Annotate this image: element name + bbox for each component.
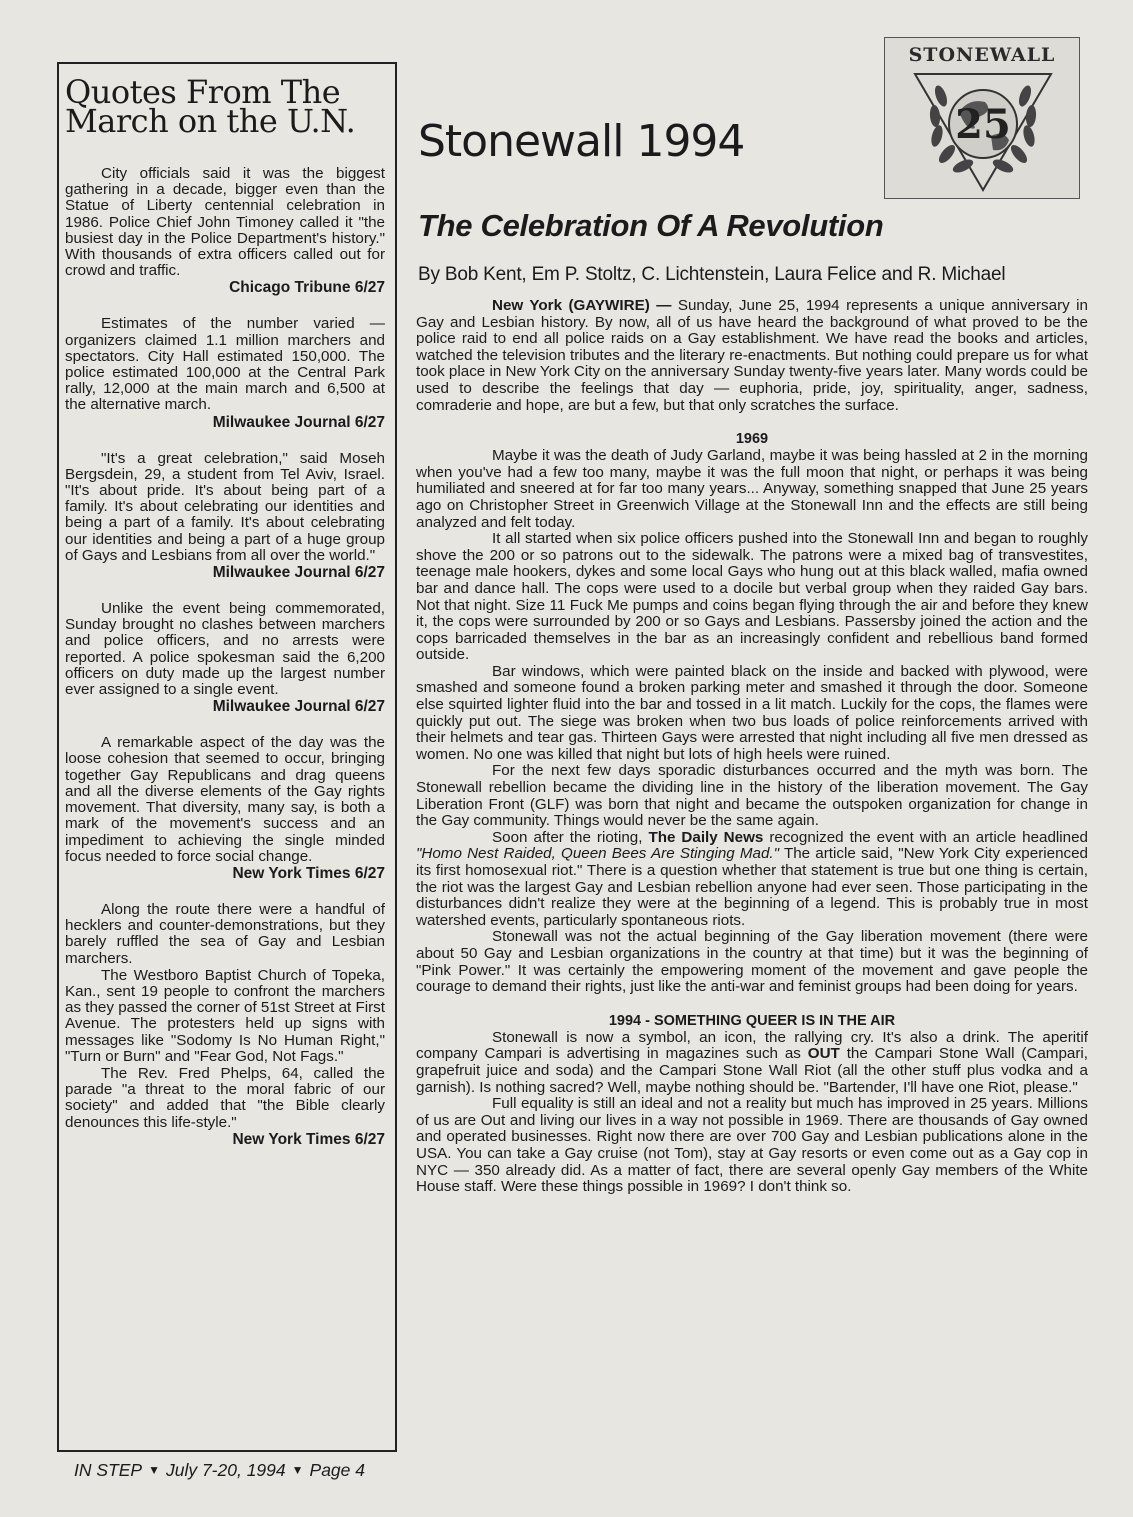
magazine-name: OUT bbox=[807, 1045, 840, 1063]
quote-1 bbox=[65, 166, 385, 296]
quote-4 bbox=[65, 601, 385, 715]
article-paragraph: Maybe it was the death of Judy Garland, maybe it was being hassled at 2 in the morning when you've had a few too many, maybe it was the full moon that night, or perhaps it was being humiliated and sneered at for far too many years... Anyway, something snapped that June 25 years ago on Christopher Street in Greenwich Village at the Stonewall Inn and the effects are still being analyzed and felt today. bbox=[416, 447, 1088, 531]
quote-text: "It's a great celebration," said Moseh Bergsdein, 29, a student from Tel Aviv, Israel. "It's about pride. It's about being part of a family. It's about celebrating our identities and being a part of a family. It's about celebrating our identities and being a part of a huge group of Gays and Lesbians from all over the world." bbox=[65, 449, 385, 564]
sidebar-title: Quotes From The March on the U.N. bbox=[65, 73, 356, 140]
publication-name: IN STEP bbox=[74, 1460, 143, 1480]
quote-text: Along the route there were a handful of hecklers and counter-demonstrations, but they barely ruffled the sea of Gay and Lesbian marchers. bbox=[65, 900, 385, 967]
triangle-separator-icon: ▼ bbox=[148, 1463, 160, 1477]
laurel-wreath-icon bbox=[895, 66, 1071, 194]
quote-source: New York Times 6/27 bbox=[232, 864, 385, 882]
article-paragraph: Bar windows, which were painted black on the inside and backed with plywood, were smashed and someone found a broken parking meter and smashed it through the door. Someone else squirted lighter fluid into the bar and tossed in a lit match. Luckily for the cops, the flames were quickly put out. The siege was broken when two bus loads of police reinforcements arrived with their helmets and tear gas. Thirteen Gays were arrested that night including all five men dressed as women. No one was killed that night but lots of high heels were ruined. bbox=[416, 662, 1088, 763]
article-paragraph: Full equality is still an ideal and not a reality but much has improved in 25 years. Millions of us are Out and living our lives in a way not possible in 1969. There are thousands of Gay owned and operated businesses. Right now there are over 700 Gay and Lesbian publications alone in the USA. You can take a Gay cruise (not Tom), stay at Gay resorts or even come out as a Gay cop in NYC — 350 already did. As a matter of fact, there are several openly Gay members of the White House staff. Were these things possible in 1969? I don't think so. bbox=[416, 1095, 1088, 1196]
article-paragraph: Stonewall was not the actual beginning of the Gay liberation movement (there were about 50 Gay and Lesbian organizations in the country at that time) but it was the beginning of "Pink Power." It was certainly the empowering moment of the movement and gave people the courage to demand their rights, just like the anti-war and feminist groups had been doing for years. bbox=[416, 928, 1088, 996]
quoted-headline: "Homo Nest Raided, Queen Bees Are Stinging Mad." bbox=[416, 845, 780, 863]
quote-text: A remarkable aspect of the day was the loose cohesion that seemed to occur, bringing together Gay Republicans and drag queens and all the diverse elements of the Gay rights movement. That diversity, many say, is both a mark of the movement's success and an impediment to achieving the single minded focus needed to force social change. bbox=[65, 734, 385, 865]
quote-text: The Westboro Baptist Church of Topeka, Kan., sent 19 people to confront the marchers as they passed the corner of 51st Street at First Avenue. The protesters held up signs with messages like "Sodomy Is No Human Right," "Turn or Burn" and "Fear God, Not Fags." bbox=[65, 966, 385, 1065]
quote-source: Chicago Tribune 6/27 bbox=[229, 279, 385, 297]
article-paragraph: New York (GAYWIRE) — Sunday, June 25, 1994 represents a unique anniversary in Gay and Lesbian history. By now, all of us have heard the background of what proved to be the police raid to end all police raids on a Gay establishment. We have read the books and articles, watched the television tributes and the literary re-enactments. But nothing could prepare us for what took place in New York City on the anniversary Sunday twenty-five years later. Many words could be used to describe the feelings that day — euphoria, pride, joy, spirituality, anger, sadness, comraderie and hope, are but a few, but that only scratches the surface. bbox=[416, 297, 1088, 414]
page-footer bbox=[74, 1459, 365, 1483]
page-title: Stonewall 1994 bbox=[418, 116, 745, 167]
issue-date: July 7-20, 1994 bbox=[165, 1460, 286, 1480]
article-paragraph: It all started when six police officers pushed into the Stonewall Inn and began to roughly shove the 200 or so patrons out to the sidewalk. The patrons were a mixed bag of transvestites, teenage male hookers, dykes and some local Gays who hung out at this black walled, mafia owned bar and dance hall. The cops were used to a docile but verbal group when they raided Gay bars. Not that night. Size 11 Fuck Me pumps and coins began flying through the air and before they knew it, the cops were surrounded by 200 or so Gays and Lesbians. Passersby joined the action and the cops barricaded themselves in the bar as an increasingly confident and rebellious band formed outside. bbox=[416, 530, 1088, 664]
article-body bbox=[416, 298, 1088, 1196]
article-paragraph: For the next few days sporadic disturbances occurred and the myth was born. The Stonewall rebellion became the dividing line in the history of the liberation movement. The Gay Liberation Front (GLF) was born that night and became the outspoken organization for change in the Gay community. Things would never be the same again. bbox=[416, 762, 1088, 830]
logo-text: STONEWALL bbox=[908, 44, 1056, 66]
quote-source: New York Times 6/27 bbox=[232, 1130, 385, 1148]
logo-number: 25 bbox=[955, 101, 1011, 148]
quote-source: Milwaukee Journal 6/27 bbox=[212, 698, 385, 716]
article-paragraph: Stonewall is now a symbol, an icon, the rallying cry. It's also a drink. The aperitif company Campari is advertising in magazines such as OUT the Campari Stone Wall (Campari, grapefruit juice and soda) and the Campari Stone Wall Riot (all the other stuff plus vodka and a garnish). Is nothing sacred? Well, maybe nothing should be. "Bartender, I'll have one Riot, please." bbox=[416, 1028, 1088, 1096]
quotes-sidebar bbox=[57, 62, 397, 1452]
article-paragraph: Soon after the rioting, The Daily News recognized the event with an article headlined "Homo Nest Raided, Queen Bees Are Stinging Mad." The article said, "New York City experienced its first homosexual riot." There is a question whether that statement is true but one thing is certain, the riot was the largest Gay and Lesbian rebellion anyone had ever seen. Those participating in the disturbances didn't realize they were at the beginning of a legend. This is probably true in most watershed events, particularly spontaneous riots. bbox=[416, 828, 1089, 929]
stonewall-25-logo bbox=[884, 37, 1080, 199]
subheadline: The Celebration Of A Revolution bbox=[418, 208, 884, 243]
quote-text: The Rev. Fred Phelps, 64, called the parade "a threat to the moral fabric of our society" and added that "the Bible clearly denounces this life-style." bbox=[65, 1064, 385, 1131]
quote-6 bbox=[65, 902, 385, 1148]
dateline: New York (GAYWIRE) — bbox=[492, 297, 672, 314]
newspaper-name: The Daily News bbox=[648, 828, 764, 846]
quote-2 bbox=[65, 316, 385, 430]
quote-text: Estimates of the number varied — organizers claimed 1.1 million marchers and spectators. City Hall estimated 150,000. The police estimated 100,000 at the Central Park rally, 12,000 at the main march and 6,500 at the alternative march. bbox=[65, 315, 385, 414]
byline: By Bob Kent, Em P. Stoltz, C. Lichtenstein, Laura Felice and R. Michael bbox=[418, 264, 1006, 285]
quote-text: Unlike the event being commemorated, Sunday brought no clashes between marchers and police officers, and no arrests were reported. A police spokesman said the 6,200 officers on duty made up the largest number ever assigned to a single event. bbox=[65, 600, 385, 699]
quote-3 bbox=[65, 451, 385, 581]
quote-text: City officials said it was the biggest gathering in a decade, bigger even than the Statue of Liberty centennial celebration in 1986. Police Chief John Timoney called it "the busiest day in the Police Department's history." With thousands of extra officers called out for crowd and traffic. bbox=[65, 165, 385, 280]
triangle-separator-icon: ▼ bbox=[291, 1463, 304, 1477]
quote-source: Milwaukee Journal 6/27 bbox=[212, 564, 385, 582]
quote-5 bbox=[65, 735, 385, 882]
quote-source: Milwaukee Journal 6/27 bbox=[212, 413, 385, 431]
section-heading-1969: 1969 bbox=[735, 431, 769, 448]
section-heading-1994: 1994 - SOMETHING QUEER IS IN THE AIR bbox=[608, 1012, 896, 1029]
page-number: Page 4 bbox=[309, 1460, 365, 1480]
